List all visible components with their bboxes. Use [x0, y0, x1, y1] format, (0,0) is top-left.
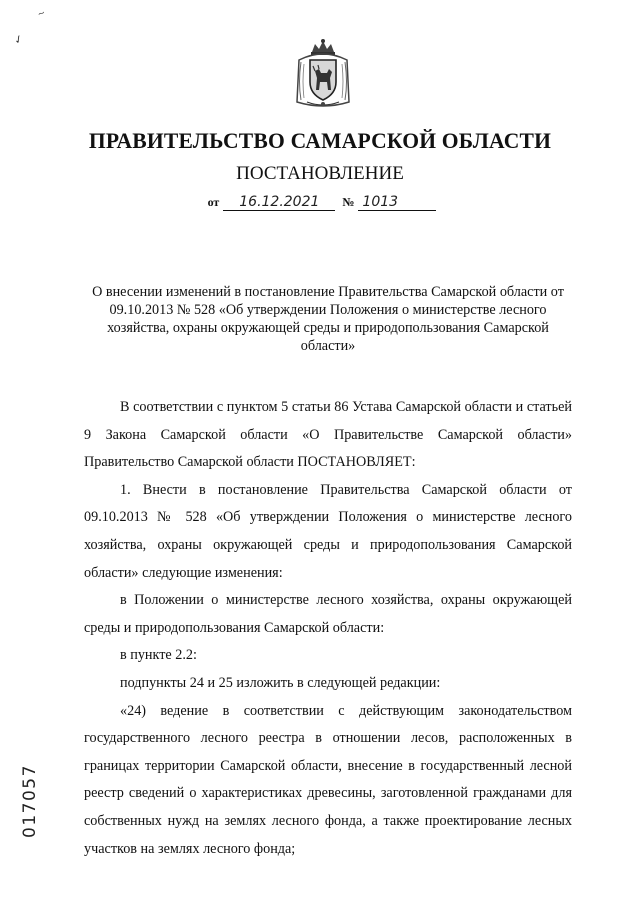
document-subject: О внесении изменений в постановление Правительства Самарской области от 09.10.2013 № 528 «Об утверждении Положения о министерстве лесного хозяйства, охраны окружающей среды и природопользования Самарской области» [92, 284, 564, 354]
margin-mark: ~ [36, 8, 47, 21]
paragraph-subclauses: подпункты 24 и 25 изложить в следующей редакции: [120, 674, 441, 691]
paragraph-regulation: в Положении о министерстве лесного хозяйства, охраны окружающей среды и природопользования Самарской области: [84, 592, 572, 636]
handwritten-number: 1013 [358, 194, 436, 211]
date-number-line [0, 194, 640, 211]
document-body [84, 394, 572, 863]
paragraph-clause: в пункте 2.2: [120, 647, 197, 664]
handwritten-date: 16.12.2021 [223, 194, 335, 211]
document-type: ПОСТАНОВЛЕНИЕ [236, 163, 404, 184]
serial-number: 017057 [20, 764, 40, 838]
date-prefix: от [207, 195, 220, 209]
paragraph-subclause-24: «24) ведение в соответствии с действующим законодательством государственного лесного реестра в отношении лесов, расположенных в границах территории Самарской области, внесение в государственный лесной реестр сведений о характеристиках древесины, заготовленной гражданами для собственных нужд на землях лесного фонда, а также проектирование лесных участков на землях лесного фонда; [84, 702, 572, 857]
paragraph-preamble: В соответствии с пунктом 5 статьи 86 Устава Самарской области и статьей 9 Закона Самарской области «О Правительстве Самарской области» Правительство Самарской области ПОСТАНОВЛЯЕТ: [84, 399, 572, 471]
samara-coat-of-arms-icon [295, 38, 351, 110]
check-mark-icon: ✓ [11, 31, 26, 48]
paragraph-item-1: 1. Внести в постановление Правительства Самарской области от 09.10.2013 № 528 «Об утверждении Положения о министерстве лесного хозяйства, охраны окружающей среды и природопользования Самарской области» следующие изменения: [84, 481, 572, 581]
government-title: ПРАВИТЕЛЬСТВО САМАРСКОЙ ОБЛАСТИ [88, 128, 552, 153]
number-prefix: № [342, 195, 355, 209]
